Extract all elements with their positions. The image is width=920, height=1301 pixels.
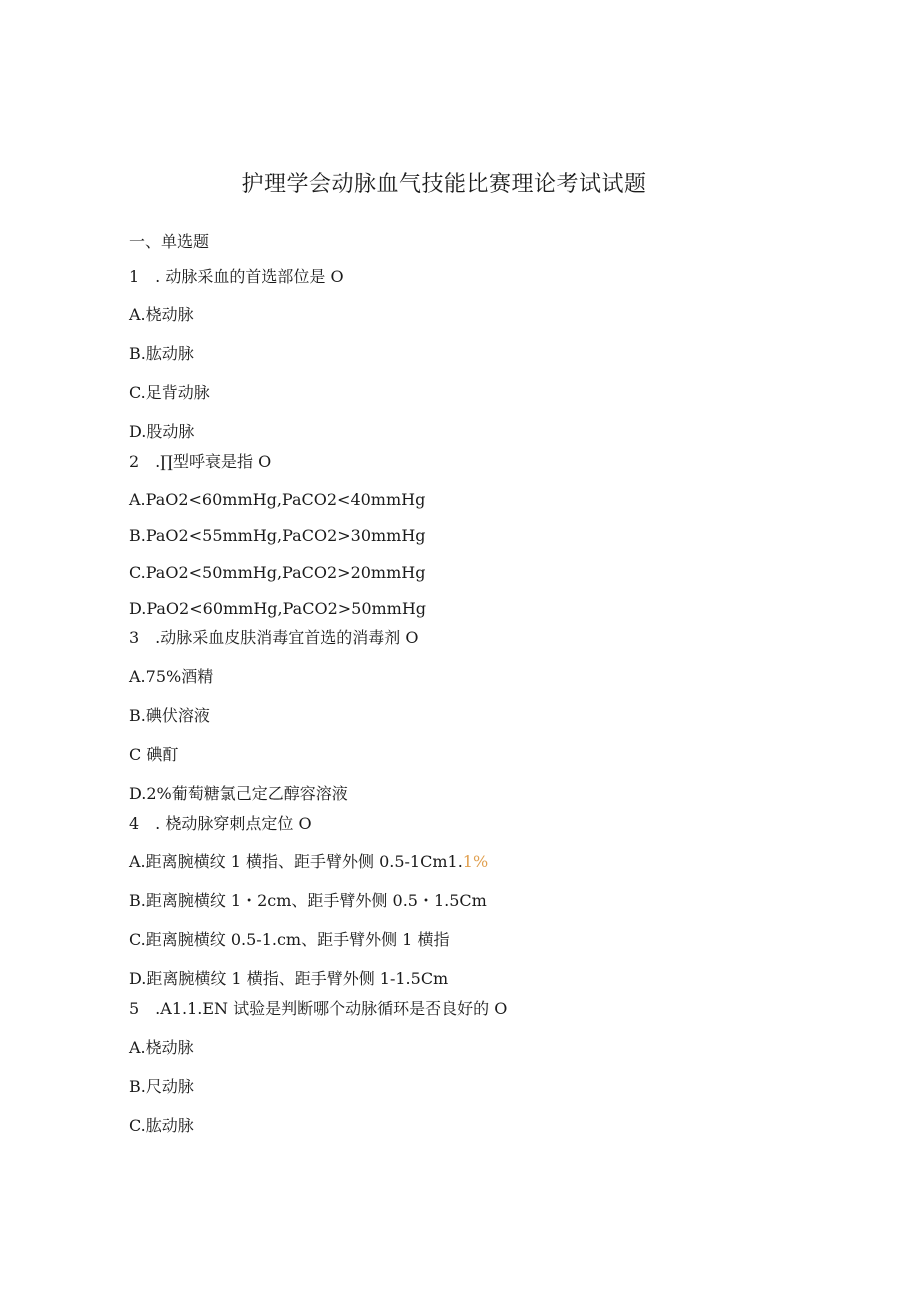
question-1-stem: 1 . 动脉采血的首选部位是 O [129, 267, 344, 286]
page-title: 护理学会动脉血气技能比赛理论考试试题 [241, 172, 647, 197]
question-4-option-a-text: A.距离腕横纹 1 横指、距手臂外侧 0.5-1Cm1. [129, 852, 463, 871]
question-5-option-c: C.肱动脉 [129, 1116, 194, 1135]
question-5-stem: 5 .A1.1.EN 试验是判断哪个动脉循环是否良好的 O [129, 999, 508, 1018]
question-3-option-c: C 碘酊 [129, 745, 179, 764]
question-2-stem: 2 .∏型呼衰是指 O [129, 452, 272, 471]
question-1-option-a: A.桡动脉 [129, 305, 194, 324]
question-3-option-a: A.75%酒精 [129, 667, 214, 686]
question-2-option-b: B.PaO2<55mmHg,PaCO2>30mmHg [129, 526, 426, 545]
question-1-option-b: B.肱动脉 [129, 344, 194, 363]
question-4-option-a [129, 851, 488, 873]
question-2-option-c: C.PaO2<50mmHg,PaCO2>20mmHg [129, 563, 426, 582]
question-5-option-a: A.桡动脉 [129, 1038, 194, 1057]
question-4-option-d: D.距离腕横纹 1 横指、距手臂外侧 1-1.5Cm [129, 969, 449, 988]
question-2-option-a: A.PaO2<60mmHg,PaCO2<40mmHg [129, 490, 426, 509]
question-3-option-b: B.碘伏溶液 [129, 706, 210, 725]
question-4-stem: 4 . 桡动脉穿刺点定位 O [129, 814, 312, 833]
question-2-option-d: D.PaO2<60mmHg,PaCO2>50mmHg [129, 599, 427, 618]
question-5-option-b: B.尺动脉 [129, 1077, 194, 1096]
question-3-option-d: D.2%葡萄糖氯己定乙醇容溶液 [129, 784, 348, 803]
section-heading: 一、单选题 [129, 232, 210, 251]
question-4-option-b: B.距离腕横纹 1・2cm、距手臂外侧 0.5・1.5Cm [129, 891, 487, 910]
highlight-mark: 1% [462, 852, 489, 871]
question-1-option-d: D.股动脉 [129, 422, 195, 441]
question-3-stem: 3 .动脉采血皮肤消毒宜首选的消毒剂 O [129, 628, 419, 647]
question-1-option-c: C.足背动脉 [129, 383, 210, 402]
question-4-option-c: C.距离腕横纹 0.5-1.cm、距手臂外侧 1 横指 [129, 930, 450, 949]
